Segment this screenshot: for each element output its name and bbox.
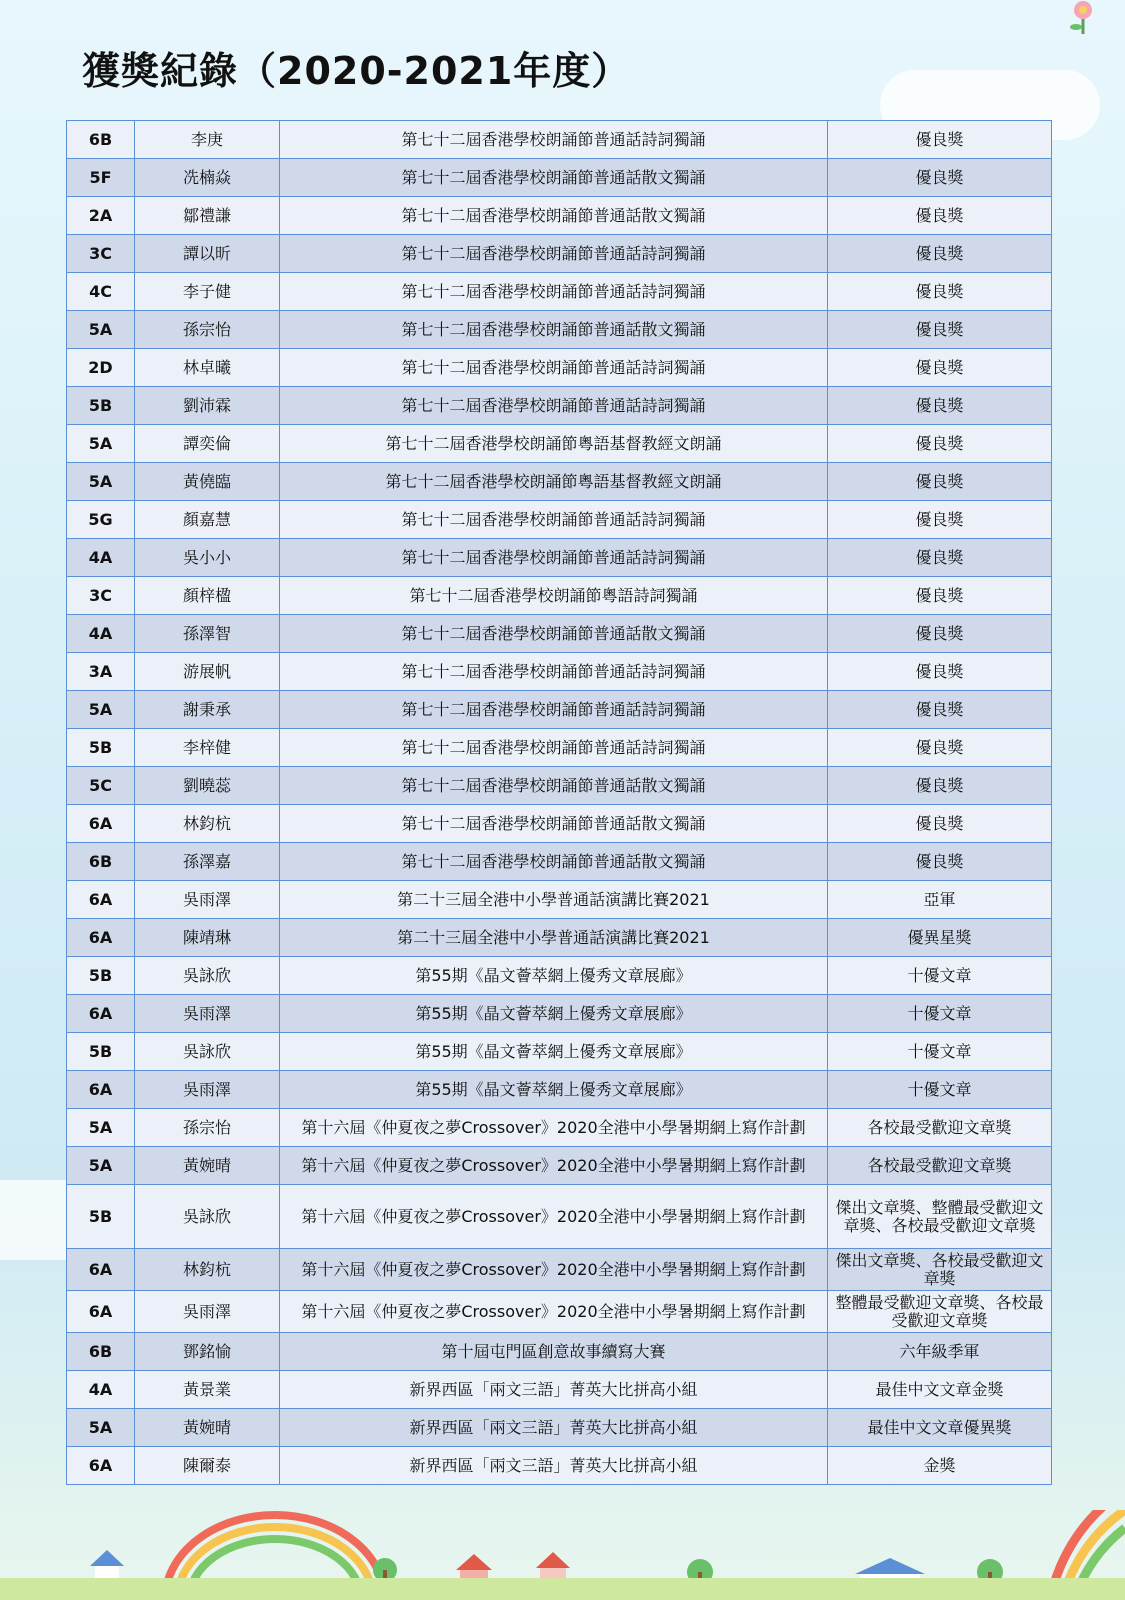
- flower-decoration-icon: [1063, 0, 1103, 34]
- class-cell: 5C: [67, 767, 135, 805]
- student-name-cell: 游展帆: [135, 653, 280, 691]
- class-cell: 4A: [67, 615, 135, 653]
- event-cell: 第55期《晶文薈萃網上優秀文章展廊》: [280, 1071, 828, 1109]
- student-name-cell: 吳詠欣: [135, 1033, 280, 1071]
- event-cell: 新界西區「兩文三語」菁英大比拼高小組: [280, 1371, 828, 1409]
- student-name-cell: 冼楠焱: [135, 159, 280, 197]
- event-cell: 第十六屆《仲夏夜之夢Crossover》2020全港中小學暑期網上寫作計劃: [280, 1109, 828, 1147]
- event-cell: 第十六屆《仲夏夜之夢Crossover》2020全港中小學暑期網上寫作計劃: [280, 1291, 828, 1333]
- class-cell: 6A: [67, 1071, 135, 1109]
- student-name-cell: 吳雨澤: [135, 881, 280, 919]
- award-cell: 優良獎: [828, 729, 1052, 767]
- student-name-cell: 譚奕倫: [135, 425, 280, 463]
- award-cell: 優良獎: [828, 691, 1052, 729]
- award-cell: 優良獎: [828, 387, 1052, 425]
- student-name-cell: 吳雨澤: [135, 995, 280, 1033]
- class-cell: 5G: [67, 501, 135, 539]
- event-cell: 第七十二屆香港學校朗誦節普通話詩詞獨誦: [280, 121, 828, 159]
- award-cell: 十優文章: [828, 1071, 1052, 1109]
- student-name-cell: 劉沛霖: [135, 387, 280, 425]
- student-name-cell: 孫宗怡: [135, 1109, 280, 1147]
- award-cell: 優良獎: [828, 577, 1052, 615]
- awards-table-body: [67, 121, 1052, 1485]
- award-cell: 優良獎: [828, 539, 1052, 577]
- event-cell: 第55期《晶文薈萃網上優秀文章展廊》: [280, 1033, 828, 1071]
- event-cell: 第二十三屆全港中小學普通話演講比賽2021: [280, 919, 828, 957]
- award-row: [67, 1333, 1052, 1371]
- student-name-cell: 孫澤嘉: [135, 843, 280, 881]
- award-row: [67, 881, 1052, 919]
- award-cell: 最佳中文文章優異獎: [828, 1409, 1052, 1447]
- award-row: [67, 1371, 1052, 1409]
- event-cell: 第十屆屯門區創意故事續寫大賽: [280, 1333, 828, 1371]
- class-cell: 3C: [67, 577, 135, 615]
- student-name-cell: 吳雨澤: [135, 1071, 280, 1109]
- class-cell: 5F: [67, 159, 135, 197]
- student-name-cell: 吳詠欣: [135, 1185, 280, 1249]
- student-name-cell: 李庚: [135, 121, 280, 159]
- student-name-cell: 鄒禮謙: [135, 197, 280, 235]
- student-name-cell: 黃婉晴: [135, 1147, 280, 1185]
- award-row: [67, 349, 1052, 387]
- awards-table: [66, 120, 1052, 1485]
- student-name-cell: 孫澤智: [135, 615, 280, 653]
- class-cell: 6B: [67, 843, 135, 881]
- student-name-cell: 李梓健: [135, 729, 280, 767]
- event-cell: 第七十二屆香港學校朗誦節普通話詩詞獨誦: [280, 235, 828, 273]
- class-cell: 6A: [67, 919, 135, 957]
- class-cell: 6A: [67, 1249, 135, 1291]
- class-cell: 5B: [67, 1033, 135, 1071]
- event-cell: 第七十二屆香港學校朗誦節普通話散文獨誦: [280, 615, 828, 653]
- class-cell: 4C: [67, 273, 135, 311]
- class-cell: 5B: [67, 729, 135, 767]
- class-cell: 6A: [67, 995, 135, 1033]
- class-cell: 6A: [67, 805, 135, 843]
- award-cell: 優良獎: [828, 425, 1052, 463]
- student-name-cell: 黃景業: [135, 1371, 280, 1409]
- event-cell: 新界西區「兩文三語」菁英大比拼高小組: [280, 1447, 828, 1485]
- event-cell: 第七十二屆香港學校朗誦節普通話詩詞獨誦: [280, 501, 828, 539]
- award-cell: 傑出文章獎、各校最受歡迎文章獎: [828, 1249, 1052, 1291]
- class-cell: 6A: [67, 1447, 135, 1485]
- class-cell: 4A: [67, 1371, 135, 1409]
- class-cell: 6A: [67, 1291, 135, 1333]
- award-row: [67, 1147, 1052, 1185]
- award-cell: 優異星獎: [828, 919, 1052, 957]
- class-cell: 5B: [67, 387, 135, 425]
- award-cell: 優良獎: [828, 197, 1052, 235]
- event-cell: 第七十二屆香港學校朗誦節普通話詩詞獨誦: [280, 273, 828, 311]
- award-cell: 優良獎: [828, 235, 1052, 273]
- student-name-cell: 陳靖琳: [135, 919, 280, 957]
- class-cell: 5A: [67, 463, 135, 501]
- award-row: [67, 463, 1052, 501]
- student-name-cell: 譚以昕: [135, 235, 280, 273]
- award-row: [67, 767, 1052, 805]
- award-cell: 最佳中文文章金獎: [828, 1371, 1052, 1409]
- award-row: [67, 197, 1052, 235]
- event-cell: 第十六屆《仲夏夜之夢Crossover》2020全港中小學暑期網上寫作計劃: [280, 1249, 828, 1291]
- event-cell: 第七十二屆香港學校朗誦節普通話詩詞獨誦: [280, 387, 828, 425]
- award-row: [67, 501, 1052, 539]
- award-row: [67, 615, 1052, 653]
- class-cell: 5A: [67, 1109, 135, 1147]
- class-cell: 5B: [67, 1185, 135, 1249]
- award-row: [67, 919, 1052, 957]
- event-cell: 第七十二屆香港學校朗誦節普通話散文獨誦: [280, 843, 828, 881]
- student-name-cell: 吳小小: [135, 539, 280, 577]
- award-row: [67, 539, 1052, 577]
- award-row: [67, 843, 1052, 881]
- award-row: [67, 387, 1052, 425]
- award-row: [67, 1185, 1052, 1249]
- award-cell: 十優文章: [828, 957, 1052, 995]
- class-cell: 5A: [67, 1409, 135, 1447]
- ground-strip: [0, 1578, 1125, 1600]
- event-cell: 第七十二屆香港學校朗誦節普通話詩詞獨誦: [280, 729, 828, 767]
- student-name-cell: 李子健: [135, 273, 280, 311]
- student-name-cell: 林鈞杭: [135, 1249, 280, 1291]
- award-row: [67, 805, 1052, 843]
- event-cell: 第七十二屆香港學校朗誦節粵語基督教經文朗誦: [280, 463, 828, 501]
- award-cell: 優良獎: [828, 273, 1052, 311]
- award-cell: 優良獎: [828, 501, 1052, 539]
- award-cell: 優良獎: [828, 843, 1052, 881]
- student-name-cell: 黃僥臨: [135, 463, 280, 501]
- award-row: [67, 273, 1052, 311]
- award-row: [67, 1291, 1052, 1333]
- award-cell: 優良獎: [828, 311, 1052, 349]
- award-row: [67, 653, 1052, 691]
- event-cell: 第七十二屆香港學校朗誦節普通話詩詞獨誦: [280, 653, 828, 691]
- student-name-cell: 謝秉承: [135, 691, 280, 729]
- award-row: [67, 235, 1052, 273]
- award-cell: 優良獎: [828, 159, 1052, 197]
- class-cell: 4A: [67, 539, 135, 577]
- class-cell: 5A: [67, 425, 135, 463]
- award-cell: 整體最受歡迎文章獎、各校最受歡迎文章獎: [828, 1291, 1052, 1333]
- student-name-cell: 鄧銘愉: [135, 1333, 280, 1371]
- student-name-cell: 黃婉晴: [135, 1409, 280, 1447]
- event-cell: 第七十二屆香港學校朗誦節普通話詩詞獨誦: [280, 539, 828, 577]
- student-name-cell: 孫宗怡: [135, 311, 280, 349]
- award-row: [67, 1249, 1052, 1291]
- class-cell: 5A: [67, 691, 135, 729]
- class-cell: 5A: [67, 311, 135, 349]
- event-cell: 第55期《晶文薈萃網上優秀文章展廊》: [280, 957, 828, 995]
- award-row: [67, 425, 1052, 463]
- event-cell: 第七十二屆香港學校朗誦節普通話散文獨誦: [280, 311, 828, 349]
- event-cell: 第七十二屆香港學校朗誦節普通話詩詞獨誦: [280, 349, 828, 387]
- award-row: [67, 1071, 1052, 1109]
- award-row: [67, 121, 1052, 159]
- award-cell: 各校最受歡迎文章獎: [828, 1109, 1052, 1147]
- award-row: [67, 729, 1052, 767]
- class-cell: 6B: [67, 1333, 135, 1371]
- award-cell: 優良獎: [828, 463, 1052, 501]
- student-name-cell: 劉曉蕊: [135, 767, 280, 805]
- class-cell: 3C: [67, 235, 135, 273]
- class-cell: 5A: [67, 1147, 135, 1185]
- event-cell: 第七十二屆香港學校朗誦節普通話散文獨誦: [280, 805, 828, 843]
- student-name-cell: 林鈞杭: [135, 805, 280, 843]
- award-row: [67, 995, 1052, 1033]
- award-row: [67, 1033, 1052, 1071]
- student-name-cell: 吳雨澤: [135, 1291, 280, 1333]
- award-row: [67, 691, 1052, 729]
- student-name-cell: 吳詠欣: [135, 957, 280, 995]
- event-cell: 第七十二屆香港學校朗誦節普通話詩詞獨誦: [280, 691, 828, 729]
- event-cell: 第七十二屆香港學校朗誦節粵語詩詞獨誦: [280, 577, 828, 615]
- event-cell: 第二十三屆全港中小學普通話演講比賽2021: [280, 881, 828, 919]
- award-row: [67, 577, 1052, 615]
- award-cell: 優良獎: [828, 349, 1052, 387]
- award-cell: 各校最受歡迎文章獎: [828, 1147, 1052, 1185]
- award-cell: 優良獎: [828, 805, 1052, 843]
- event-cell: 第七十二屆香港學校朗誦節普通話散文獨誦: [280, 767, 828, 805]
- student-name-cell: 顏梓楹: [135, 577, 280, 615]
- award-row: [67, 311, 1052, 349]
- page-title: 獲獎紀錄（2020-2021年度）: [82, 49, 631, 93]
- award-cell: 優良獎: [828, 121, 1052, 159]
- award-row: [67, 159, 1052, 197]
- class-cell: 3A: [67, 653, 135, 691]
- award-cell: 傑出文章獎、整體最受歡迎文章獎、各校最受歡迎文章獎: [828, 1185, 1052, 1249]
- award-row: [67, 1109, 1052, 1147]
- class-cell: 6A: [67, 881, 135, 919]
- event-cell: 新界西區「兩文三語」菁英大比拼高小組: [280, 1409, 828, 1447]
- award-cell: 六年級季軍: [828, 1333, 1052, 1371]
- event-cell: 第七十二屆香港學校朗誦節粵語基督教經文朗誦: [280, 425, 828, 463]
- event-cell: 第55期《晶文薈萃網上優秀文章展廊》: [280, 995, 828, 1033]
- award-cell: 優良獎: [828, 615, 1052, 653]
- event-cell: 第七十二屆香港學校朗誦節普通話散文獨誦: [280, 159, 828, 197]
- award-cell: 優良獎: [828, 653, 1052, 691]
- award-cell: 十優文章: [828, 1033, 1052, 1071]
- award-cell: 優良獎: [828, 767, 1052, 805]
- event-cell: 第十六屆《仲夏夜之夢Crossover》2020全港中小學暑期網上寫作計劃: [280, 1185, 828, 1249]
- award-cell: 金獎: [828, 1447, 1052, 1485]
- award-row: [67, 1447, 1052, 1485]
- class-cell: 5B: [67, 957, 135, 995]
- student-name-cell: 顏嘉慧: [135, 501, 280, 539]
- student-name-cell: 林卓曦: [135, 349, 280, 387]
- event-cell: 第七十二屆香港學校朗誦節普通話散文獨誦: [280, 197, 828, 235]
- class-cell: 2D: [67, 349, 135, 387]
- award-cell: 亞軍: [828, 881, 1052, 919]
- award-row: [67, 957, 1052, 995]
- award-cell: 十優文章: [828, 995, 1052, 1033]
- award-row: [67, 1409, 1052, 1447]
- student-name-cell: 陳爾泰: [135, 1447, 280, 1485]
- event-cell: 第十六屆《仲夏夜之夢Crossover》2020全港中小學暑期網上寫作計劃: [280, 1147, 828, 1185]
- class-cell: 6B: [67, 121, 135, 159]
- class-cell: 2A: [67, 197, 135, 235]
